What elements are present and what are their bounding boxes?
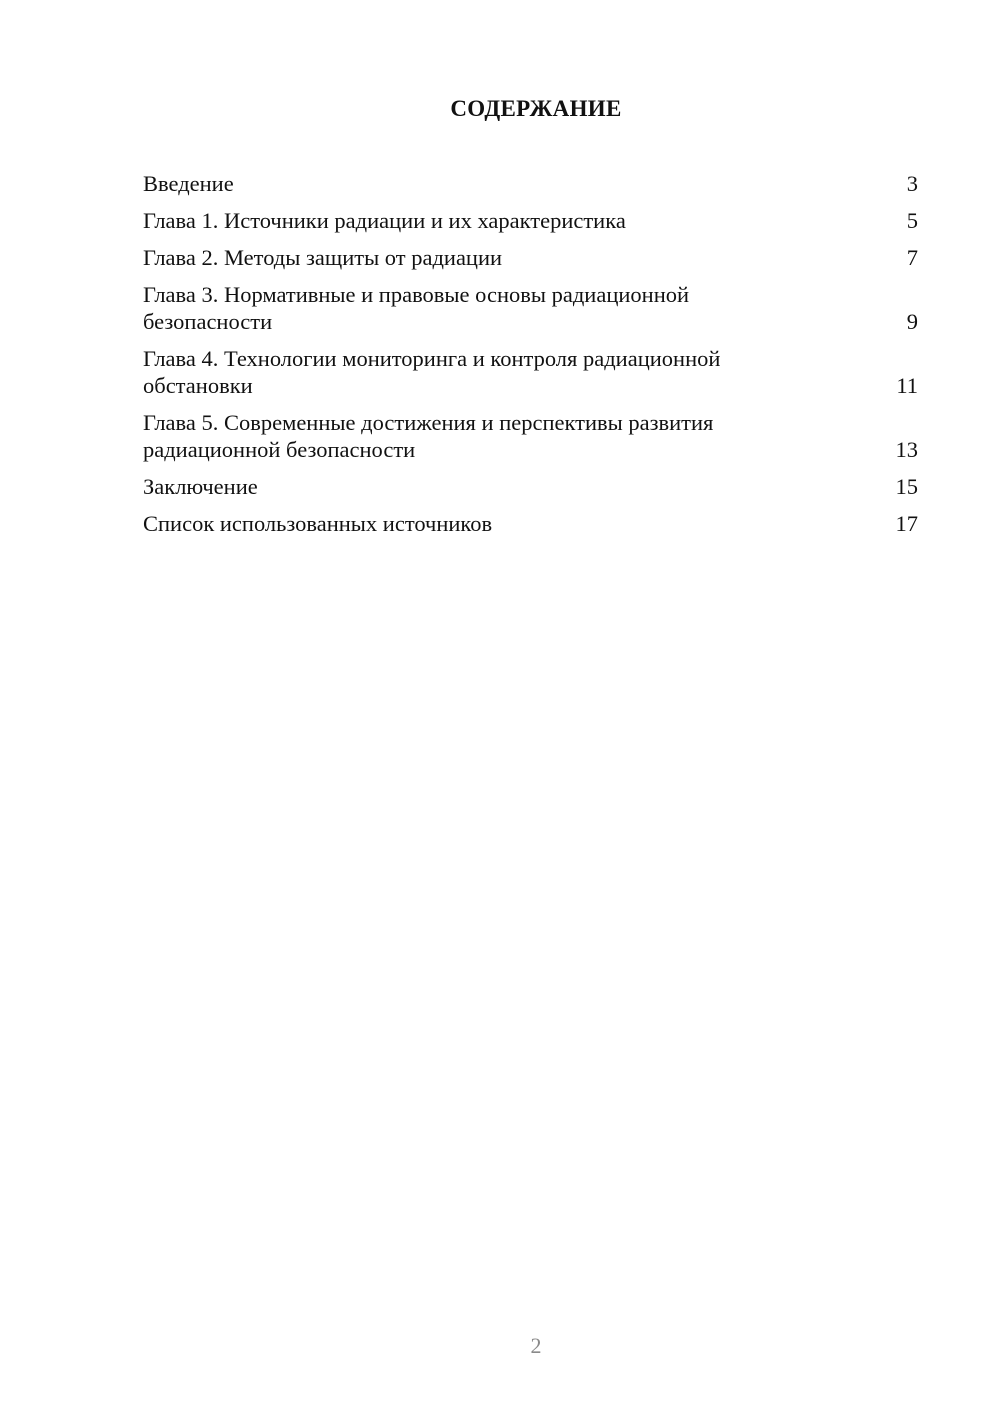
toc-entry-line: Глава 4. Технологии мониторинга и контроля радиационной	[143, 346, 721, 371]
toc-entry-line: Глава 5. Современные достижения и перспективы развития	[143, 410, 714, 435]
toc-entry-line: радиационной безопасности	[143, 437, 416, 462]
table-of-contents	[143, 170, 918, 547]
toc-entry-text	[143, 473, 888, 500]
toc-title: СОДЕРЖАНИЕ	[450, 96, 622, 121]
toc-entry-text	[143, 409, 888, 463]
toc-entry-page: 11	[896, 373, 918, 398]
toc-entry	[143, 510, 918, 537]
toc-entry-text	[143, 207, 888, 234]
toc-entry-line: Глава 1. Источники радиации и их характеристика	[143, 208, 626, 233]
page-number: 2	[530, 1333, 542, 1358]
toc-entry-text	[143, 170, 888, 197]
toc-entry-line: обстановки	[143, 373, 253, 398]
toc-entry-line: Список использованных источников	[143, 511, 493, 536]
toc-entry-text	[143, 510, 888, 537]
toc-entry	[143, 281, 918, 335]
toc-entry-page: 3	[906, 171, 918, 196]
toc-entry-page: 13	[895, 437, 918, 462]
toc-entry	[143, 345, 918, 399]
toc-entry-line: Глава 3. Нормативные и правовые основы радиационной	[143, 282, 690, 307]
toc-entry-page: 15	[895, 474, 918, 499]
toc-entry	[143, 207, 918, 234]
toc-entry	[143, 409, 918, 463]
toc-entry	[143, 473, 918, 500]
toc-entry-line: безопасности	[143, 309, 273, 334]
toc-entry-text	[143, 281, 888, 335]
toc-entry-line: Введение	[143, 171, 234, 196]
toc-entry-text	[143, 244, 888, 271]
toc-entry-page: 5	[906, 208, 918, 233]
toc-entry-page: 17	[895, 511, 918, 536]
toc-entry-line: Заключение	[143, 474, 258, 499]
toc-entry-text	[143, 345, 888, 399]
toc-entry-page: 7	[906, 245, 918, 270]
toc-entry-page: 9	[906, 309, 918, 334]
toc-entry	[143, 170, 918, 197]
toc-entry	[143, 244, 918, 271]
toc-entry-line: Глава 2. Методы защиты от радиации	[143, 245, 503, 270]
